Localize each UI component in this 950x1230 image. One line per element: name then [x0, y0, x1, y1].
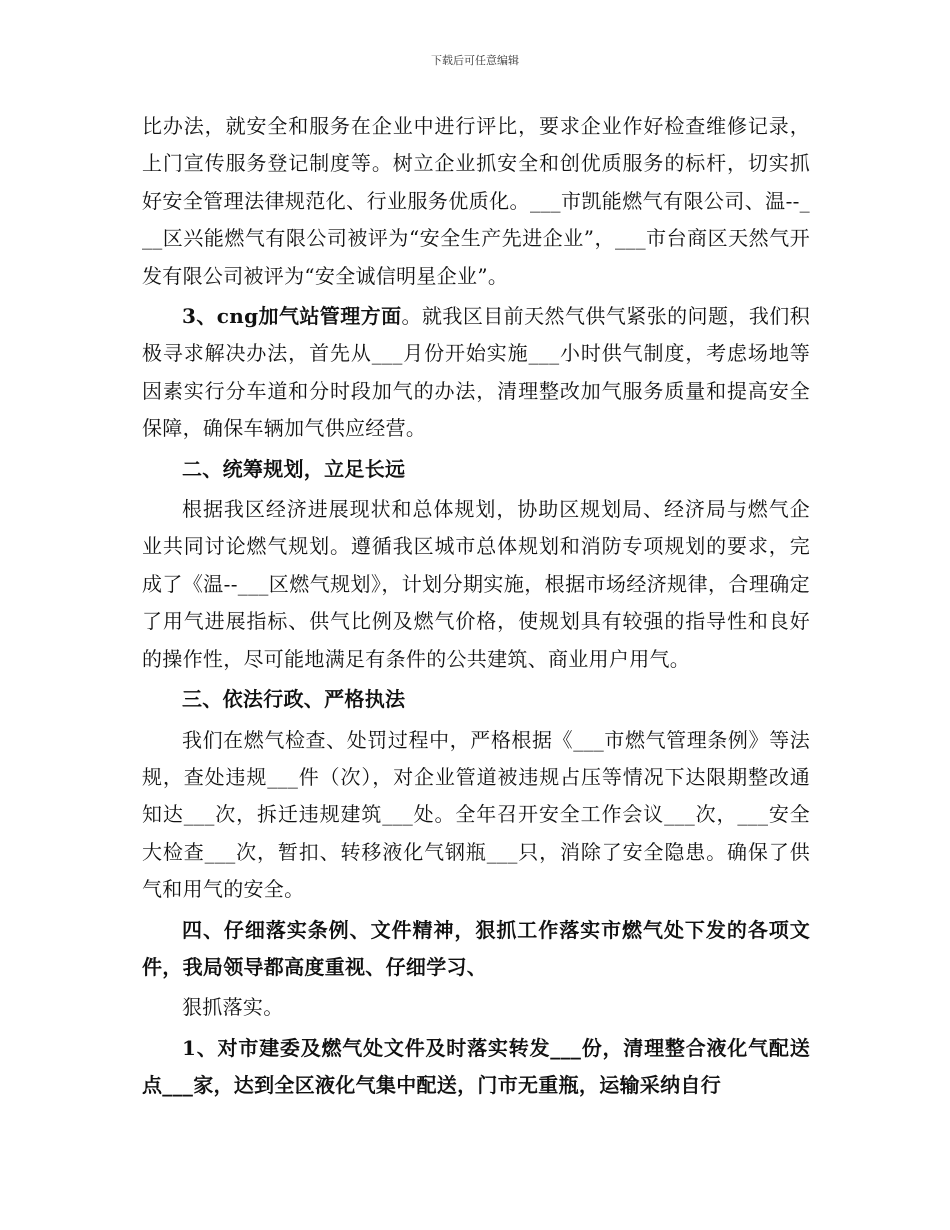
paragraph-enforcement: 我们在燃气检查、处罚过程中，严格根据《___市燃气管理条例》等法规，查处违规___件（次），对企业管道被违规占压等情况下达限期整改通知达___次，拆迁违规建筑___处。全年召开安全工作会议___次，___安全大检查___次，暂扣、转移液化气钢瓶___只，消除了安全隐患。确保了供气和用气的安全。: [142, 727, 810, 902]
paragraph-implementation: 狠抓落实。: [182, 995, 284, 1020]
paragraph-cng-station: [142, 298, 810, 448]
page-header: 下载后可任意编辑: [431, 54, 519, 67]
heading-implementation: 四、仔细落实条例、文件精神，狠抓工作落实市燃气处下发的各项文件，我局领导都高度重视、仔细学习、: [142, 917, 810, 979]
heading-overall-planning: 二、统筹规划，立足长远: [182, 456, 406, 481]
paragraph-evaluation: 比办法，就安全和服务在企业中进行评比，要求企业作好检查维修记录，上门宣传服务登记制度等。树立企业抓安全和创优质服务的标杆，切实抓好安全管理法律规范化、行业服务优质化。___市凯能燃气有限公司、温--___区兴能燃气有限公司被评为“安全生产先进企业”，___市台商区天然气开发有限公司被评为“安全诚信明星企业”。: [142, 114, 810, 288]
heading-law-enforcement: 三、依法行政、严格执法: [182, 687, 406, 712]
paragraph-cng-station-lead: 3、cng加气站管理方面: [182, 304, 402, 329]
paragraph-planning: 根据我区经济进展现状和总体规划，协助区规划局、经济局与燃气企业共同讨论燃气规划。遵循我区城市总体规划和消防专项规划的要求，完成了《温--___区燃气规划》，计划分期实施，根据市场经济规律，合理确定了用气进展指标、供气比例及燃气价格，使规划具有较强的指导性和良好的操作性，尽可能地满足有条件的公共建筑、商业用户用气。: [142, 497, 810, 671]
document-body: [142, 108, 810, 1108]
paragraph-cng-station-text: 。就我区目前天然气供气紧张的问题，我们积极寻求解决办法，首先从___月份开始实施___小时供气制度，考虑场地等因素实行分车道和分时段加气的办法，清理整改加气服务质量和提高安全保障，确保车辆加气供应经营。: [142, 304, 810, 441]
paragraph-item-one: 1、对市建委及燃气处文件及时落实转发___份，清理整合液化气配送点___家，达到全区液化气集中配送，门市无重瓶，运输采纳自行: [142, 1035, 810, 1098]
